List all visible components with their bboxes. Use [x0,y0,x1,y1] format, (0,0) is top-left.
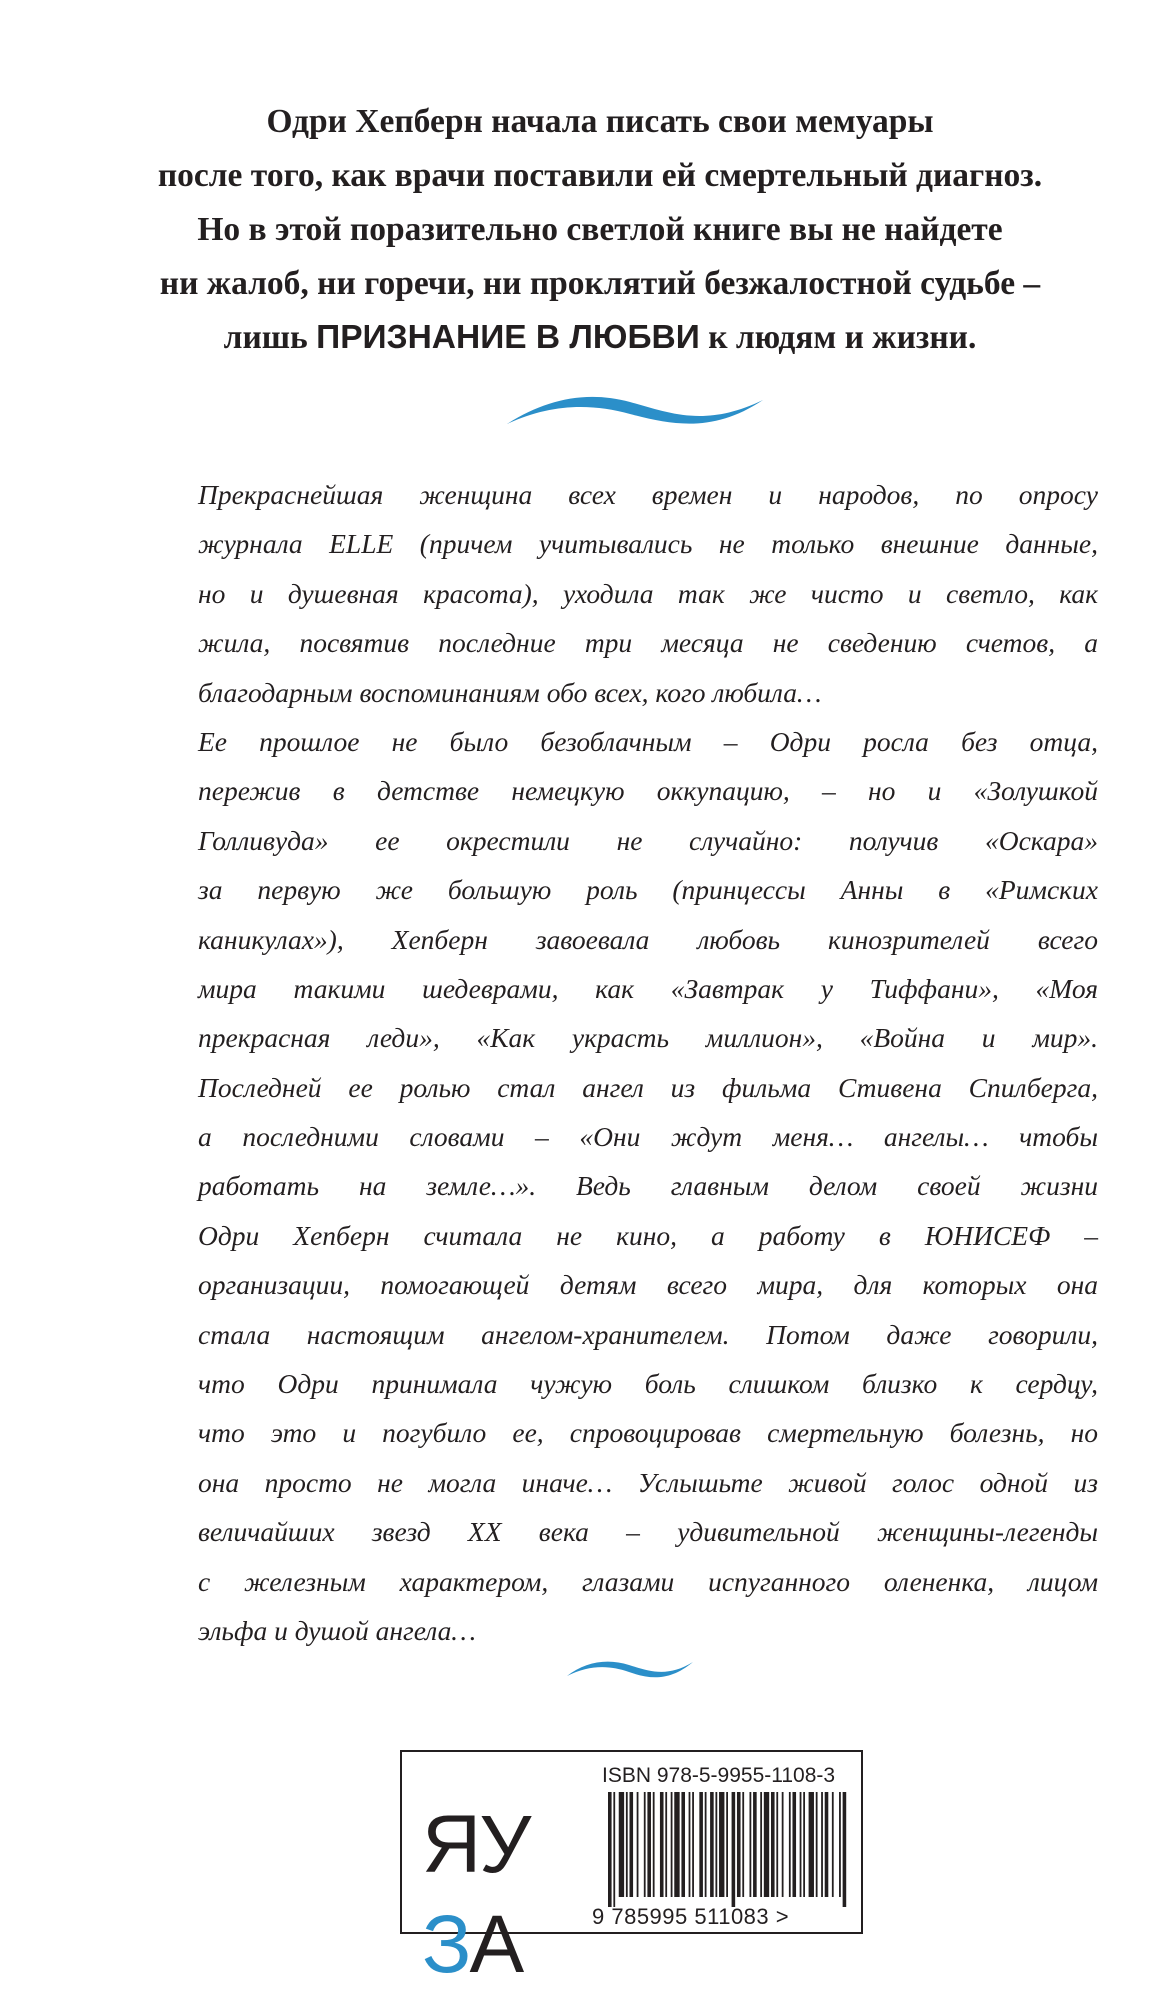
annotation-line: каникулах»), Хепберн завоевала любовь кинозрителей всего [198,923,1098,955]
publisher-logo [422,1795,572,1990]
headline-line-last [150,311,1050,365]
isbn-label: ISBN 978-5-9955-1108-3 [602,1764,836,1787]
barcode-bar [764,1792,769,1897]
barcode-bar [732,1792,736,1907]
annotation-line: благодарным воспоминаниям обо всех, кого любила… [198,676,822,708]
barcode-bar [719,1792,724,1897]
barcode-bar [653,1792,655,1897]
barcode-bar [825,1792,829,1897]
barcode-bar [792,1792,796,1897]
headline [150,95,1050,365]
barcode-bar [726,1792,728,1897]
annotation-text [198,470,1098,1655]
annotation-line: пережив в детстве немецкую оккупацию, – но и «Золушкой [198,775,1098,807]
barcode-bar [705,1792,707,1897]
headline-prefix: лишь [223,319,317,356]
barcode-bar [637,1792,639,1897]
annotation-line: эльфа и душой ангела… [198,1614,476,1646]
annotation-line: прекрасная леди», «Как украсть миллион», «Война и мир». [198,1022,1098,1054]
annotation-line: Одри Хепберн считала не кино, а работу в ЮНИСЕФ – [198,1219,1098,1251]
logo-text-mid: З [422,1899,470,1990]
barcode-bar [660,1792,664,1897]
barcode-bar [715,1792,717,1897]
barcode-icon [608,1792,848,1907]
logo-text-left: ЯУ [422,1799,530,1890]
barcode-bar [710,1792,714,1897]
annotation-line: величайших звезд XX века – удивительной женщины-легенды [198,1516,1098,1548]
wave-ornament-top-icon [505,380,765,440]
barcode-bar [619,1792,624,1897]
barcode-bar [776,1792,778,1897]
barcode-bar [699,1792,703,1897]
barcode-bar [647,1792,651,1897]
barcode-panel [400,1750,863,1990]
barcode-bar [674,1792,679,1897]
annotation-line: Прекраснейшая женщина всех времен и народов, по опросу [198,479,1098,510]
barcode-bar [760,1792,762,1897]
annotation-line: она просто не могла иначе… Услышьте живой голос одной из [198,1466,1098,1498]
barcode-bar [737,1792,741,1897]
barcode-bar [753,1792,757,1897]
annotation-line: мира такими шедеврами, как «Завтрак у Тиффани», «Моя [198,972,1098,1004]
barcode-bar [671,1792,673,1897]
barcode-bar [629,1792,633,1897]
barcode-bar [782,1792,784,1897]
barcode-bar [681,1792,685,1897]
annotation-line: за первую же большую роль (принцессы Анны в «Римских [198,874,1098,906]
annotation-line: организации, помогающей детям всего мира, для которых она [198,1269,1098,1301]
annotation-line: журнала ELLE (причем учитывались не только внешние данные, [198,528,1098,560]
headline-suffix: к людям и жизни. [699,319,977,356]
headline-line: после того, как врачи поставили ей смертельный диагноз. [157,157,1043,194]
annotation-line: с железным характером, глазами испуганного олененка, лицом [198,1565,1098,1597]
annotation-line: но и душевная красота), уходила так же чисто и светло, как [198,577,1098,609]
headline-emphasis: ПРИЗНАНИЕ В ЛЮБВИ [316,319,700,356]
barcode-bar [816,1792,818,1897]
annotation-line: что Одри принимала чужую боль слишком близко к сердцу, [198,1368,1098,1400]
barcode-bar [809,1792,814,1897]
barcode-bar [665,1792,667,1897]
annotation-line: Ее прошлое не было безоблачным – Одри росла без отца, [198,725,1098,757]
barcode-bar [839,1792,841,1897]
barcode-bar [771,1792,775,1897]
barcode-bar [789,1792,791,1897]
headline-line: Одри Хепберн начала писать свои мемуары [266,103,934,140]
barcode-bar [644,1792,646,1897]
wave-ornament-bottom-icon [565,1650,695,1688]
headline-line: ни жалоб, ни горечи, ни проклятий безжалостной судьбе – [159,265,1041,302]
barcode-bar [821,1792,823,1897]
barcode-digits: 9 785995 511083 > [592,1904,790,1929]
barcode-bar [689,1792,691,1897]
barcode-bar [613,1792,615,1907]
annotation-line: жила, посвятив последние три месяца не сведению счетов, а [198,627,1098,659]
barcode-bar [626,1792,628,1897]
logo-text-right: А [469,1899,523,1990]
barcode-bar [692,1792,694,1897]
annotation-line: а последними словами – «Они ждут меня… ангелы… чтобы [198,1121,1098,1153]
annotation-line: Голливуда» ее окрестили не случайно: получив «Оскара» [198,824,1098,856]
barcode-bar [742,1792,744,1897]
barcode-bar [803,1792,805,1897]
barcode-bar [800,1792,802,1897]
annotation-line: стала настоящим ангелом-хранителем. Потом даже говорили, [198,1318,1098,1350]
barcode-bar [749,1792,751,1897]
barcode-bar [832,1792,834,1897]
barcode-bar [608,1792,612,1907]
barcode-bar [843,1792,847,1907]
annotation-line: что это и погубило ее, спровоцировав смертельную болезнь, но [198,1417,1098,1449]
annotation-line: работать на земле…». Ведь главным делом своей жизни [198,1170,1098,1202]
annotation-line: Последней ее ролью стал ангел из фильма Стивена Спилберга, [198,1071,1098,1103]
headline-line: Но в этой поразительно светлой книге вы не найдете [197,211,1003,248]
